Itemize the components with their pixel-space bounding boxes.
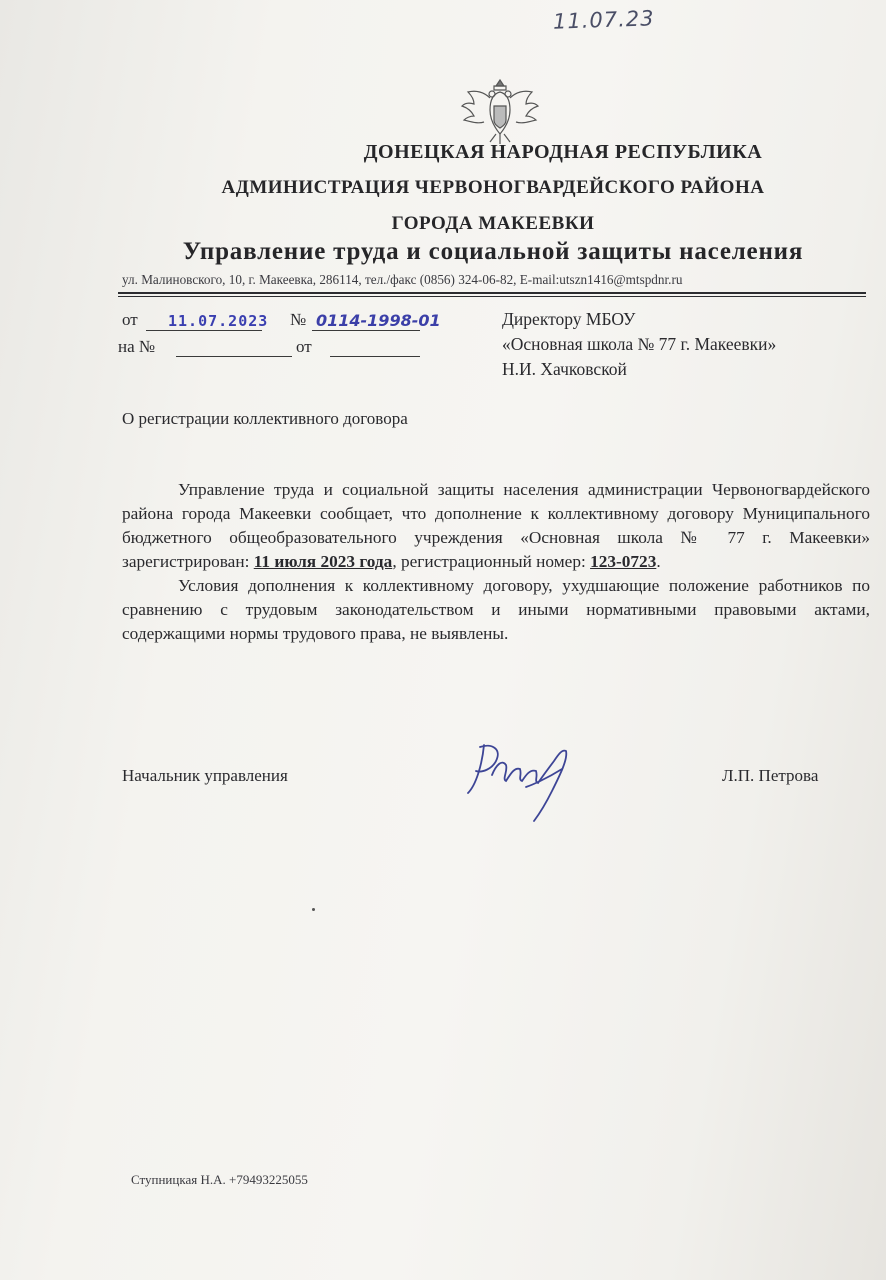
registration-number: 123-0723 <box>590 552 657 571</box>
ref-date-underline <box>330 355 420 357</box>
from-label: от <box>122 310 138 329</box>
registration-number-label: , регистрационный номер: <box>392 552 591 571</box>
header-divider <box>118 292 866 294</box>
ref-label: на № <box>118 337 156 356</box>
paper-speck <box>312 908 315 911</box>
body-paragraph-2: Условия дополнения к коллективному договору, ухудшающие положение работников по сравнению с трудовым законодательством и иными нормативными правовыми актами, содержащими нормы трудового права, не выявлены. <box>122 576 870 643</box>
header-republic: ДОНЕЦКАЯ НАРОДНАЯ РЕСПУБЛИКА <box>363 141 763 163</box>
coat-of-arms-emblem-icon <box>456 72 544 148</box>
body-paragraph-1 <box>122 478 870 574</box>
signatory-name: Л.П. Петрова <box>722 766 819 785</box>
body-paragraph-1-end: . <box>656 552 661 571</box>
body-paragraph-1-text: Управление труда и социальной защиты населения администрации Червоногвардейского района города Макеевки сообщает, что дополнение к коллективному договору Муниципального бюджетного общеобразовательного учреждения «Основная школа № 77 г. Макеевки» зарегистрирован: <box>122 480 870 571</box>
number-label: № <box>290 310 307 329</box>
signatory-title: Начальник управления <box>122 766 288 785</box>
signature-icon <box>462 735 582 825</box>
addressee-line-1: Директору МБОУ <box>502 309 636 329</box>
from-date-stamp: 11.07.2023 <box>168 312 269 330</box>
number-handwritten: 0114-1998-01 <box>316 311 441 330</box>
header-department: Управление труда и социальной защиты населения <box>182 238 804 265</box>
header-administration: АДМИНИСТРАЦИЯ ЧЕРВОНОГВАРДЕЙСКОГО РАЙОНА <box>221 177 765 198</box>
registration-date: 11 июля 2023 года <box>253 552 393 571</box>
ref-from-label: от <box>296 337 312 356</box>
letter-subject: О регистрации коллективного договора <box>122 409 408 428</box>
ref-number-underline <box>176 355 292 357</box>
executor-contact: Ступницкая Н.А. +79493225055 <box>131 1172 308 1187</box>
header-address: ул. Малиновского, 10, г. Макеевка, 286114, тел./факс (0856) 324-06-82, E-mail:utszn1416@mtspdnr.ru <box>122 272 683 287</box>
letter-body <box>122 478 870 646</box>
addressee-line-2: «Основная школа № 77 г. Макеевки» <box>502 334 777 354</box>
handwritten-date: 11.07.23 <box>552 6 655 34</box>
header-city: ГОРОДА МАКЕЕВКИ <box>391 213 595 234</box>
addressee-line-3: Н.И. Хачковской <box>502 359 627 379</box>
header-divider-thin <box>118 296 866 297</box>
